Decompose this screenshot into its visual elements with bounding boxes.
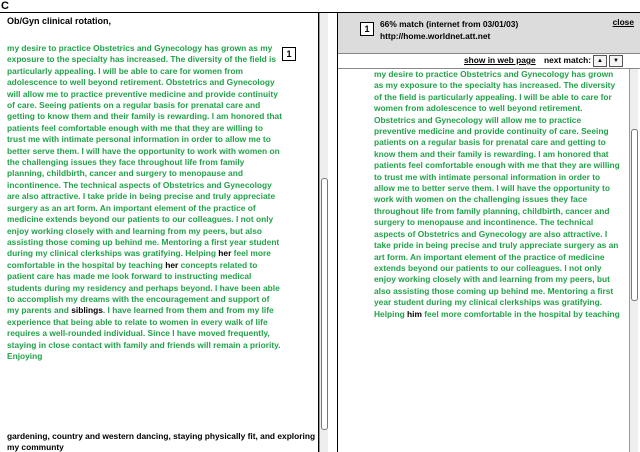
- match-percentage: 66% match (internet from 03/01/03): [380, 19, 519, 29]
- matched-text: feel more comfortable in the hospital by teaching: [7, 248, 271, 270]
- prev-match-button[interactable]: ▲: [593, 55, 607, 67]
- close-link[interactable]: close: [612, 17, 634, 27]
- submitted-document-pane: [0, 13, 319, 452]
- unmatched-word: him: [407, 308, 422, 319]
- match-source-pane: [337, 13, 640, 452]
- left-scrollbar[interactable]: [319, 13, 328, 452]
- unmatched-word: her: [218, 248, 232, 259]
- matched-text: concepts related to patient care has made me look forward to instructing medical students during my residency and perhaps beyond. I have been able to accomplish my dreams with the encouragement and support of my parents and: [7, 259, 280, 316]
- unmatched-word: her: [165, 259, 179, 270]
- unmatched-word: siblings: [71, 305, 103, 316]
- match-header: [338, 13, 640, 54]
- source-number-badge[interactable]: 1: [282, 47, 296, 61]
- matched-text: feel more comfortable in the hospital by teaching: [424, 308, 620, 319]
- matched-text-block: [7, 43, 282, 362]
- right-scrollbar[interactable]: [629, 69, 638, 452]
- next-match-button[interactable]: ▼: [609, 55, 623, 67]
- show-in-web-page-link[interactable]: show in web page: [464, 55, 536, 65]
- left-scrollbar-thumb[interactable]: [321, 178, 328, 430]
- figure-label: C: [1, 0, 9, 12]
- right-scrollbar-thumb[interactable]: [631, 129, 638, 301]
- match-info: [380, 18, 518, 42]
- match-number-badge: 1: [360, 22, 374, 36]
- source-url[interactable]: http://home.worldnet.att.net: [380, 31, 491, 41]
- unmatched-text-block: gardening, country and western dancing, staying physically fit, and exploring my communty: [7, 431, 316, 452]
- match-toolbar: [338, 54, 640, 69]
- matched-text: my desire to practice Obstetrics and Gynecology has grown as my exposure to the specialty has increased. The diversity of the field is particularly appealing. I will be able to care for women from adolescence to well beyond retirement. Obstetrics and Gynecology will allow me to practice preventive medicine and provide continuity of care. Seeing patients on a regular basis for prenatal care and getting to know them and their family is rewarding. I am honored that patients feel comfortable enough with me that they are willing to trust me with intimate personal information in order to allow me to better serve them. I will have the opportunity to work with women on the challenging issues they face throughout life from family planning, childbirth, cancer and surgery to menopause and incontinence. The technical aspects of Obstetrics and Gynecology are also attractive. I take pride in being precise and truly appreciate surgery as an art form. An important element of the practice of medicine extends beyond our patients to our colleagues. I not only enjoy working closely with and learning from my peers, but also assisting those coming up behind me. Mentoring a first year student during my clinical clerkships was gratifying. Helping: [7, 43, 283, 259]
- next-match-label: next match:: [544, 55, 592, 65]
- matched-text: . I have learned from them and from my life experience that being able to relate to women in every walk of life requires a well-rounded individual. Since I have moved frequently, staying in close contact with family and friends will remain a priority. Enjoying: [7, 305, 281, 361]
- document-heading: Ob/Gyn clinical rotation,: [7, 16, 112, 26]
- matched-text: my desire to practice Obstetrics and Gynecology has grown as my exposure to the specialty has increased. The diversity of the field is particularly appealing. I will be able to care for women from adolescence to well beyond retirement. Obstetrics and Gynecology will allow me to practice preventive medicine and provide continuity of care. Seeing patients on a regular basis for prenatal care and getting to know them and their family is rewarding. I am honored that patients feel comfortable enough with me that they are willing to trust me with intimate personal information in order to allow me to better serve them. I will have the opportunity to work with women on the challenging issues they face throughout life from family planning, childbirth, cancer and surgery to menopause and incontinence. The technical aspects of Obstetrics and Gynecology are also attractive. I take pride in being precise and truly appreciate surgery as an art form. An important element of the practice of medicine extends beyond our patients to our colleagues. I not only enjoy working closely with and learning from my peers, but also assisting those coming up behind me. Mentoring a first year student during my clinical clerkships was gratifying. Helping: [374, 69, 620, 319]
- source-text-block: [374, 69, 622, 320]
